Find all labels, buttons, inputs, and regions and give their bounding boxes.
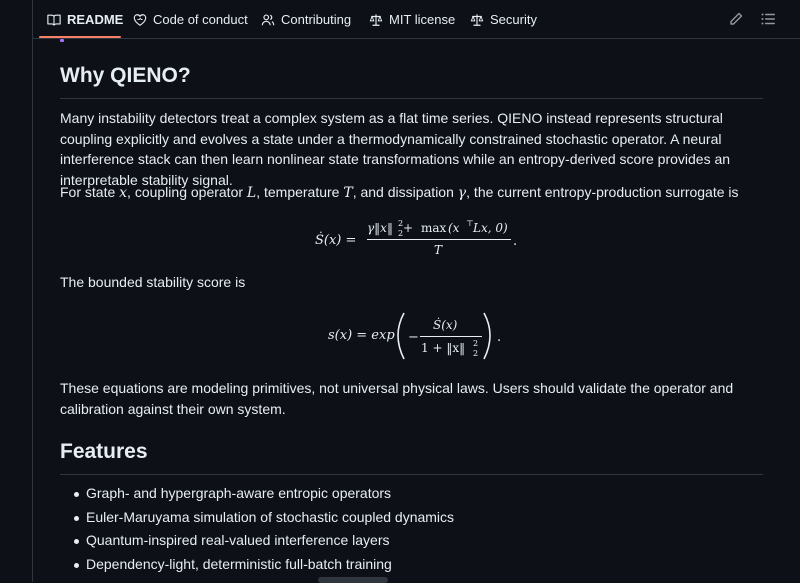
eq1-lhs: Ṡ(x) =: [315, 233, 357, 248]
eq1-numerator-sup: 2: [398, 219, 404, 228]
active-tab-indicator: [39, 36, 121, 38]
eq2-denominator-sup: 2: [473, 339, 479, 348]
people-icon: [261, 13, 275, 27]
tab-contributing[interactable]: [261, 0, 351, 39]
heart-icon: [133, 13, 147, 27]
tab-security[interactable]: [470, 0, 537, 39]
tab-contributing-label: Contributing: [281, 12, 352, 27]
text-fragment: , the current entropy-production surrogate is: [466, 184, 739, 200]
scroll-indicator[interactable]: [318, 577, 388, 583]
eq2-lhs: s(x) = exp: [328, 328, 395, 343]
eq2-left-paren: [398, 313, 404, 359]
text-fragment: , and dissipation: [352, 184, 458, 200]
math-L: L: [246, 185, 257, 201]
eq1-numerator-max: max: [421, 221, 447, 235]
eq1-numerator-transpose: ⊤: [466, 219, 474, 228]
eq1-numerator-plus: +: [403, 221, 414, 235]
eq2-minus: −: [408, 330, 419, 345]
eq1-denominator: T: [434, 243, 443, 257]
list-item: Quantum-inspired real-valued interference layers: [60, 529, 763, 553]
eq2-denominator-sub: 2: [473, 349, 479, 358]
eq1-numerator-sub: 2: [398, 229, 404, 238]
heading-features: Features: [60, 438, 763, 475]
eq2-right-paren: [484, 313, 490, 359]
tab-code-of-conduct[interactable]: [133, 0, 248, 39]
math-T: T: [343, 185, 353, 201]
eq1-numerator-d: Lx, 0): [473, 221, 508, 235]
caveat-paragraph: These equations are modeling primitives, not universal physical laws. Users should validate the operator and calibration against their own system.: [60, 380, 734, 417]
book-icon: [47, 13, 61, 27]
intro-paragraph: Many instability detectors treat a complex system as a flat time series. QIENO instead represents structural coupling explicitly and evolves a state under a thermodynamically constrained stochastic operator. A neural interference stack can then learn nonlinear state transformations while an entropy-derived score provides an interpretable stability signal.: [60, 110, 731, 188]
score-intro-paragraph: The bounded stability score is: [60, 274, 246, 290]
pencil-icon: [728, 11, 744, 27]
outline-button[interactable]: [760, 11, 776, 27]
eq1-period: .: [513, 234, 518, 249]
definition-paragraph: [60, 182, 770, 204]
math-gamma: γ: [457, 185, 467, 201]
eq1-numerator-a: γ‖x‖: [367, 221, 393, 235]
readme-panel: [32, 0, 800, 582]
list-icon: [760, 11, 776, 27]
law-icon: [470, 13, 484, 27]
list-item: Euler-Maruyama simulation of stochastic coupled dynamics: [60, 506, 763, 530]
tab-mit-license-label: MIT license: [389, 12, 456, 27]
tab-readme[interactable]: [47, 0, 123, 39]
text-fragment: , temperature: [256, 184, 344, 200]
eq1-fraction-bar: [367, 239, 511, 240]
features-list: [60, 482, 763, 576]
tab-code-of-conduct-label: Code of conduct: [153, 12, 248, 27]
math-x: x: [119, 185, 128, 201]
eq1-numerator-c: (x: [448, 221, 460, 235]
text-fragment: , coupling operator: [127, 184, 247, 200]
entropy-production-equation: [315, 215, 545, 260]
eq2-numerator: Ṡ(x): [433, 318, 458, 332]
eq2-denominator: 1 + ‖x‖: [421, 341, 466, 355]
tab-mit-license[interactable]: [369, 0, 455, 39]
focus-marker: [60, 39, 64, 42]
eq2-period: .: [497, 330, 502, 345]
list-item: Dependency-light, deterministic full-batch training: [60, 553, 763, 577]
heading-why-qieno: Why QIENO?: [60, 62, 763, 99]
text-fragment: For state: [60, 184, 120, 200]
eq2-fraction-bar: [420, 336, 482, 337]
tab-readme-label: README: [67, 12, 124, 27]
readme-tab-bar: [33, 0, 800, 39]
edit-file-button[interactable]: [728, 11, 744, 27]
law-icon: [369, 13, 383, 27]
stability-score-equation: [328, 305, 528, 365]
tab-security-label: Security: [490, 12, 537, 27]
list-item: Graph- and hypergraph-aware entropic operators: [60, 482, 763, 506]
